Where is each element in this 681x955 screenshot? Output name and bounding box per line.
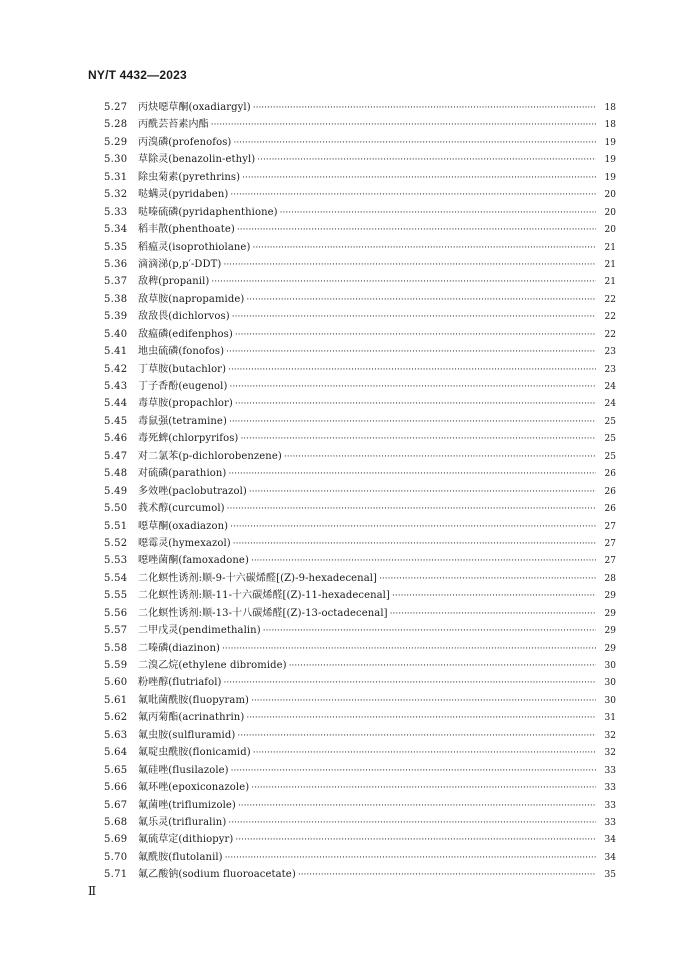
toc-dot-leader: [222, 641, 596, 658]
toc-entry-title: 二溴乙烷(ethylene dibromide): [138, 660, 287, 671]
toc-entry-page: 26: [604, 504, 616, 515]
toc-dot-leader: [235, 832, 596, 849]
toc-entry-number: 5.36: [104, 258, 128, 270]
toc-entry-page: 20: [604, 207, 616, 218]
toc-entry[interactable]: [104, 692, 616, 709]
toc-entry-number: 5.66: [104, 782, 128, 794]
toc-entry-page: 30: [604, 678, 616, 689]
toc-dot-leader: [390, 606, 596, 623]
toc-entry-number: 5.38: [104, 293, 128, 305]
toc-entry-title: 丙溴磷(profenofos): [138, 136, 232, 148]
toc-entry-title: 草除灵(benazolin-ethyl): [138, 154, 256, 166]
toc-entry[interactable]: [104, 605, 616, 622]
toc-entry-title: 噁霉灵(hymexazol): [138, 537, 231, 549]
toc-entry[interactable]: [104, 273, 616, 290]
toc-entry-number: 5.46: [104, 433, 128, 445]
toc-entry-number: 5.51: [104, 520, 128, 532]
toc-entry-title: 氟啶虫酰胺(flonicamid): [138, 747, 251, 759]
toc-entry-page: 25: [604, 451, 616, 462]
toc-entry[interactable]: [104, 849, 616, 866]
toc-entry-page: 27: [604, 521, 616, 532]
toc-entry-number: 5.61: [104, 694, 128, 706]
toc-dot-leader: [251, 553, 596, 570]
toc-entry-number: 5.67: [104, 799, 128, 811]
toc-entry-number: 5.62: [104, 712, 128, 724]
toc-dot-leader: [237, 728, 596, 745]
toc-entry-page: 32: [604, 730, 616, 741]
toc-dot-leader: [211, 117, 596, 134]
toc-dot-leader: [249, 484, 596, 501]
toc-entry-title: 二甲戊灵(pendimethalin): [138, 625, 261, 637]
toc-entry-number: 5.44: [104, 398, 128, 410]
toc-entry-number: 5.27: [104, 102, 128, 113]
toc-entry[interactable]: [104, 657, 616, 674]
toc-entry-title: 敌敌畏(dichlorvos): [138, 311, 230, 323]
toc-entry-number: 5.31: [104, 171, 128, 183]
toc-entry-page: 23: [604, 347, 616, 358]
toc-dot-leader: [263, 623, 596, 640]
toc-dot-leader: [253, 745, 596, 762]
toc-entry[interactable]: [104, 116, 616, 133]
toc-entry-title: 氟乙酸钠(sodium fluoroacetate): [138, 869, 296, 881]
toc-entry[interactable]: [104, 866, 616, 883]
toc-entry-page: 33: [604, 800, 616, 811]
toc-entry-title: 多效唑(paclobutrazol): [138, 485, 247, 497]
toc-entry[interactable]: [104, 239, 616, 256]
toc-dot-leader: [229, 414, 596, 431]
toc-entry-title: 地虫硫磷(fonofos): [138, 346, 225, 358]
document-header: [88, 68, 187, 82]
toc-entry-title: 氟硅唑(flusilazole): [138, 764, 229, 776]
toc-entry[interactable]: [104, 395, 616, 412]
toc-entry[interactable]: [104, 430, 616, 447]
toc-entry-page: 24: [604, 399, 616, 410]
toc-entry-title: 丁子香酚(eugenol): [138, 381, 228, 392]
toc-entry-title: 哒螨灵(pyridaben): [138, 189, 229, 201]
toc-entry-page: 29: [604, 591, 616, 602]
toc-entry-page: 27: [604, 538, 616, 549]
toc-entry-number: 5.56: [104, 607, 128, 619]
toc-entry-title: 氟乐灵(trifluralin): [138, 816, 227, 828]
toc-entry-title: 毒草胺(propachlor): [138, 398, 233, 410]
toc-entry[interactable]: [104, 413, 616, 430]
toc-entry-title: 噁唑菌酮(famoxadone): [138, 555, 249, 567]
toc-entry-number: 5.68: [104, 816, 128, 828]
toc-dot-leader: [252, 240, 596, 257]
toc-entry-number: 5.34: [104, 224, 128, 236]
toc-entry-number: 5.64: [104, 747, 128, 759]
toc-entry[interactable]: [104, 378, 616, 395]
toc-entry-title: 二嗪磷(diazinon): [138, 642, 221, 654]
toc-entry-number: 5.54: [104, 572, 128, 584]
toc-entry-number: 5.63: [104, 729, 128, 741]
toc-entry-title: 二化螟性诱剂:顺-9-十六碳烯醛[(Z)-9-hexadecenal]: [138, 572, 378, 584]
toc-entry[interactable]: [104, 518, 616, 535]
toc-entry-number: 5.50: [104, 503, 128, 515]
toc-entry-page: 21: [604, 277, 616, 288]
toc-dot-leader: [238, 798, 596, 815]
toc-entry-page: 19: [604, 155, 616, 166]
toc-entry-title: 毒鼠强(tetramine): [138, 415, 227, 427]
toc-entry[interactable]: [104, 326, 616, 343]
toc-entry-title: 丙炔噁草酮(oxadiargyl): [138, 102, 251, 113]
toc-dot-leader: [253, 100, 596, 117]
toc-entry-number: 5.55: [104, 590, 128, 602]
toc-dot-leader: [392, 588, 596, 605]
toc-entry[interactable]: [104, 448, 616, 465]
toc-entry-page: 24: [604, 382, 616, 392]
toc-entry-title: 氟硫草定(dithiopyr): [138, 834, 234, 846]
toc-entry-title: 稻丰散(phenthoate): [138, 224, 235, 236]
toc-entry-page: 25: [604, 434, 616, 445]
toc-dot-leader: [223, 257, 596, 274]
toc-entry-title: 氟丙菊酯(acrinathrin): [138, 712, 245, 724]
toc-dot-leader: [379, 571, 596, 588]
toc-dot-leader: [284, 449, 596, 466]
toc-entry-title: 毒死蜱(chlorpyrifos): [138, 433, 239, 445]
toc-entry-title: 丁草胺(butachlor): [138, 363, 227, 375]
toc-entry-page: 22: [604, 312, 616, 323]
toc-entry-title: 除虫菊素(pyrethrins): [138, 171, 241, 183]
toc-dot-leader: [228, 815, 596, 832]
toc-entry-number: 5.43: [104, 381, 128, 392]
toc-entry-number: 5.71: [104, 869, 128, 881]
toc-entry-number: 5.59: [104, 660, 128, 671]
toc-entry[interactable]: [104, 186, 616, 203]
toc-entry-title: 敌瘟磷(edifenphos): [138, 328, 233, 340]
toc-dot-leader: [240, 431, 596, 448]
toc-entry-number: 5.33: [104, 206, 128, 218]
toc-dot-leader: [233, 536, 596, 553]
toc-entry-page: 19: [604, 137, 616, 148]
toc-entry-page: 26: [604, 486, 616, 497]
toc-entry[interactable]: [104, 134, 616, 151]
toc-entry-page: 19: [604, 172, 616, 183]
toc-entry-title: 对二氯苯(p-dichlorobenzene): [138, 450, 282, 462]
toc-dot-leader: [233, 135, 596, 152]
toc-entry[interactable]: [104, 483, 616, 500]
toc-entry-page: 26: [604, 469, 616, 480]
toc-dot-leader: [230, 519, 596, 536]
toc-entry[interactable]: [104, 552, 616, 569]
toc-dot-leader: [251, 693, 596, 710]
toc-entry-number: 5.28: [104, 119, 128, 131]
toc-entry-page: 34: [604, 852, 616, 863]
toc-entry-page: 29: [604, 608, 616, 619]
toc-entry-title: 敌草胺(napropamide): [138, 293, 245, 305]
toc-entry-number: 5.70: [104, 851, 128, 863]
toc-entry-page: 33: [604, 765, 616, 776]
page-footer: [88, 884, 96, 898]
toc-entry-number: 5.48: [104, 468, 128, 480]
toc-entry-number: 5.49: [104, 485, 128, 497]
toc-entry[interactable]: [104, 709, 616, 726]
toc-entry-title: 滴滴涕(p,p′-DDT): [138, 258, 222, 270]
toc-entry-page: 29: [604, 626, 616, 637]
toc-entry[interactable]: [104, 308, 616, 325]
toc-dot-leader: [298, 867, 596, 884]
toc-entry-title: 氟菌唑(triflumizole): [138, 799, 236, 811]
toc-entry-number: 5.45: [104, 415, 128, 427]
toc-entry-title: 氟酰胺(flutolanil): [138, 851, 223, 863]
toc-dot-leader: [230, 187, 596, 204]
toc-entry-title: 噁草酮(oxadiazon): [138, 520, 229, 532]
toc-entry-page: 30: [604, 661, 616, 671]
toc-dot-leader: [257, 152, 596, 169]
toc-entry-number: 5.52: [104, 537, 128, 549]
toc-entry[interactable]: [104, 221, 616, 238]
toc-entry-number: 5.29: [104, 136, 128, 148]
toc-entry-page: 34: [604, 835, 616, 846]
toc-entry[interactable]: [104, 361, 616, 378]
toc-entry[interactable]: [104, 535, 616, 552]
toc-dot-leader: [226, 344, 596, 361]
toc-dot-leader: [235, 327, 596, 344]
toc-dot-leader: [251, 780, 596, 797]
toc-entry-title: 二化螟性诱剂:顺-11-十六碳烯醛[(Z)-11-hexadecenal]: [138, 590, 390, 602]
toc-entry-page: 23: [604, 364, 616, 375]
toc-entry-page: 31: [604, 713, 616, 724]
toc-dot-leader: [246, 710, 596, 727]
toc-entry-number: 5.41: [104, 346, 128, 358]
toc-entry[interactable]: [104, 622, 616, 639]
toc-entry-number: 5.35: [104, 241, 128, 253]
toc-entry-page: 33: [604, 783, 616, 794]
toc-entry-page: 28: [604, 573, 616, 584]
toc-entry[interactable]: [104, 779, 616, 796]
toc-entry-number: 5.42: [104, 363, 128, 375]
toc-entry-number: 5.47: [104, 450, 128, 462]
toc-dot-leader: [229, 379, 596, 396]
toc-entry-number: 5.60: [104, 677, 128, 689]
toc-dot-leader: [231, 763, 596, 780]
toc-entry-page: 22: [604, 329, 616, 340]
toc-entry[interactable]: [104, 744, 616, 761]
toc-entry[interactable]: [104, 674, 616, 691]
toc-entry-number: 5.65: [104, 764, 128, 776]
toc-entry[interactable]: [104, 204, 616, 221]
toc-entry[interactable]: [104, 99, 616, 116]
toc-entry[interactable]: [104, 831, 616, 848]
toc-entry-number: 5.57: [104, 625, 128, 637]
toc-entry[interactable]: [104, 570, 616, 587]
toc-entry[interactable]: [104, 169, 616, 186]
toc-entry[interactable]: [104, 797, 616, 814]
toc-entry-title: 氟环唑(epoxiconazole): [138, 782, 250, 794]
toc-entry-page: 20: [604, 225, 616, 236]
toc-entry-number: 5.40: [104, 328, 128, 340]
toc-dot-leader: [225, 850, 596, 867]
toc-entry-title: 哒嗪硫磷(pyridaphenthione): [138, 206, 278, 218]
toc-dot-leader: [235, 396, 596, 413]
toc-dot-leader: [289, 658, 596, 675]
toc-entry-title: 氟虫胺(sulfluramid): [138, 729, 236, 741]
toc-entry-page: 33: [604, 817, 616, 828]
toc-entry-page: 18: [604, 120, 616, 131]
toc-entry-number: 5.58: [104, 642, 128, 654]
standard-id: NY/T 4432—2023: [88, 68, 187, 82]
page-number-label: Ⅱ: [88, 884, 97, 898]
toc-dot-leader: [228, 362, 596, 379]
toc-entry[interactable]: [104, 500, 616, 517]
toc-entry[interactable]: [104, 814, 616, 831]
toc-entry-title: 敌稗(propanil): [138, 276, 210, 288]
toc-entry-page: 30: [604, 695, 616, 706]
toc-entry-number: 5.37: [104, 276, 128, 288]
toc-entry-title: 氟吡菌酰胺(fluopyram): [138, 694, 250, 706]
toc-entry-title: 莪术醇(curcumol): [138, 503, 225, 515]
toc-entry-number: 5.32: [104, 189, 128, 201]
toc-entry[interactable]: [104, 343, 616, 360]
toc-dot-leader: [246, 292, 596, 309]
table-of-contents: [104, 99, 616, 884]
toc-dot-leader: [227, 501, 596, 518]
toc-dot-leader: [211, 274, 596, 291]
toc-entry[interactable]: [104, 727, 616, 744]
toc-entry[interactable]: [104, 640, 616, 657]
toc-entry-page: 27: [604, 556, 616, 567]
toc-entry-number: 5.53: [104, 555, 128, 567]
toc-entry-title: 二化螟性诱剂:顺-13-十八碳烯醛[(Z)-13-octadecenal]: [138, 607, 388, 619]
toc-entry-page: 22: [604, 294, 616, 305]
toc-entry-page: 21: [604, 242, 616, 253]
toc-dot-leader: [232, 309, 596, 326]
toc-entry-title: 稻瘟灵(isoprothiolane): [138, 241, 251, 253]
toc-entry-page: 21: [604, 259, 616, 270]
toc-dot-leader: [242, 170, 596, 187]
toc-entry[interactable]: [104, 587, 616, 604]
toc-entry-page: 29: [604, 643, 616, 654]
toc-entry-page: 18: [604, 103, 616, 113]
toc-dot-leader: [228, 466, 596, 483]
toc-entry-page: 25: [604, 416, 616, 427]
toc-entry-number: 5.69: [104, 834, 128, 846]
toc-dot-leader: [224, 675, 596, 692]
toc-entry-number: 5.39: [104, 311, 128, 323]
toc-entry[interactable]: [104, 291, 616, 308]
toc-dot-leader: [280, 205, 596, 222]
toc-entry-title: 对硫磷(parathion): [138, 468, 227, 480]
toc-entry-title: 丙酰芸苔素内酯: [138, 119, 209, 131]
toc-entry[interactable]: [104, 256, 616, 273]
toc-entry-page: 35: [604, 870, 616, 881]
toc-entry[interactable]: [104, 465, 616, 482]
toc-entry[interactable]: [104, 151, 616, 168]
toc-entry-page: 32: [604, 748, 616, 759]
toc-entry-title: 粉唑醇(flutriafol): [138, 677, 222, 689]
toc-entry-page: 20: [604, 190, 616, 201]
toc-entry-number: 5.30: [104, 154, 128, 166]
toc-entry[interactable]: [104, 762, 616, 779]
toc-dot-leader: [237, 222, 596, 239]
